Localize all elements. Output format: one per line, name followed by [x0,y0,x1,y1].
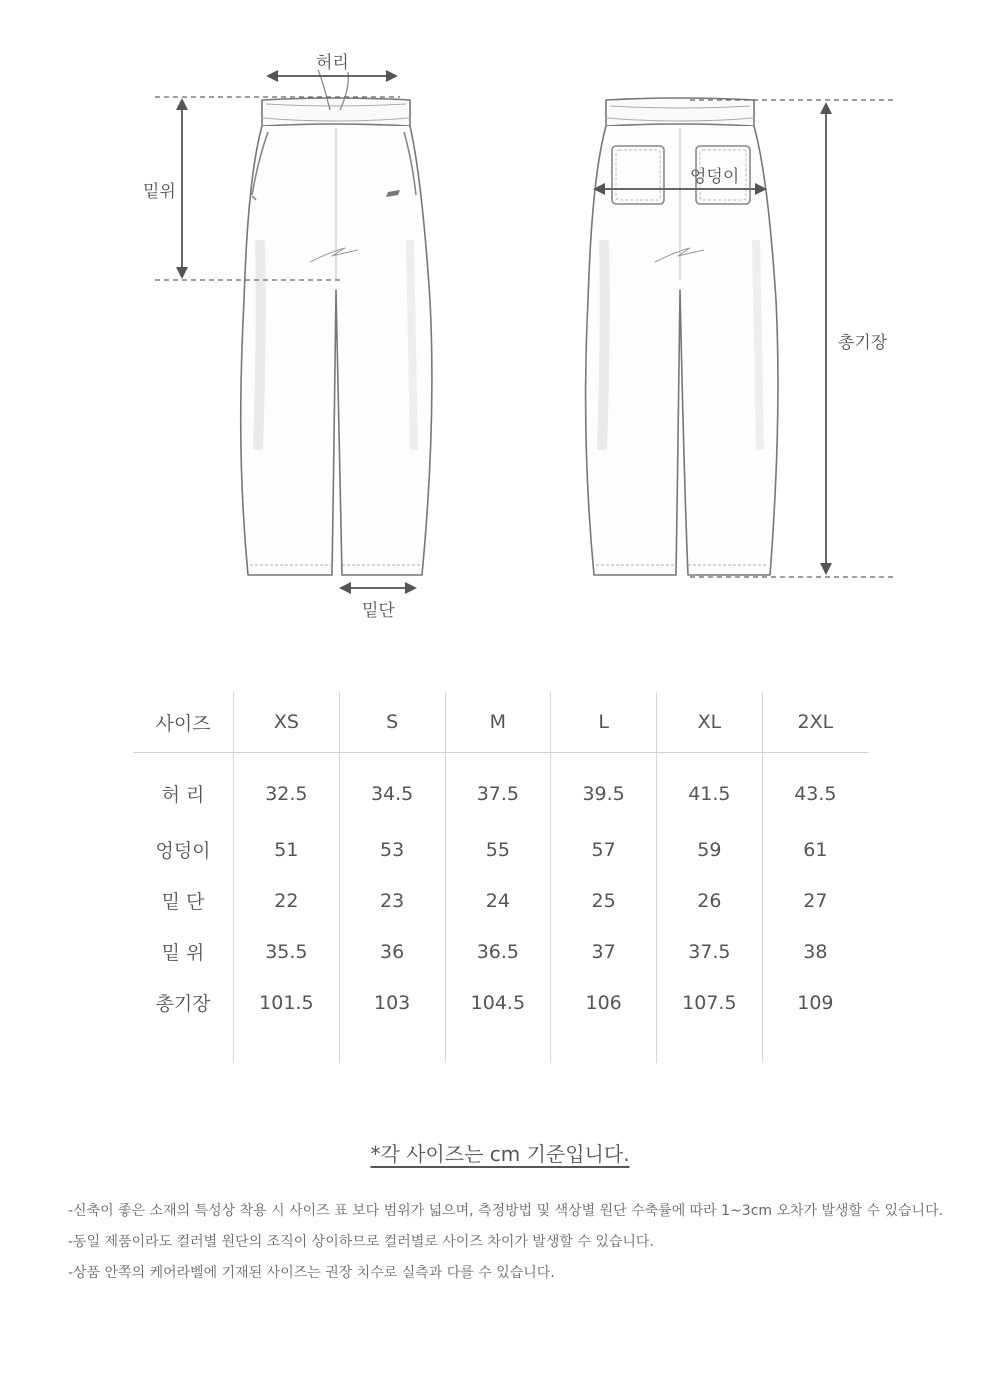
table-row [133,824,868,875]
hip-label: 엉덩이 [690,167,740,187]
back-pants-drawing [586,98,778,575]
waist-label: 허리 [316,53,349,73]
table-cell: 22 [234,875,340,926]
table-cell: 37.5 [657,926,763,977]
note-line: -상품 안쪽의 케어라벨에 기재된 사이즈는 권장 치수로 실측과 다를 수 있습니다. [68,1265,555,1281]
table-cell: 37 [551,926,657,977]
table-cell: 107.5 [657,977,763,1028]
table-cell: 55 [445,824,551,875]
table-cell: 103 [339,977,445,1028]
size-header-label: 사이즈 [133,692,234,753]
table-cell: 24 [445,875,551,926]
table-cell: 36.5 [445,926,551,977]
table-cell: 32.5 [234,753,340,825]
table-cell: 61 [762,824,868,875]
note-line: -신축이 좋은 소재의 특성상 착용 시 사이즈 표 보다 범위가 넓으며, 측정방법 및 색상별 원단 수축률에 따라 1~3cm 오차가 발생할 수 있습니다. [68,1203,944,1219]
table-spacer-row [133,1028,868,1063]
table-row [133,926,868,977]
table-cell: 53 [339,824,445,875]
rise-label: 밑위 [143,182,176,202]
unit-note-title [0,1138,1000,1167]
table-row [133,977,868,1028]
table-cell: 35.5 [234,926,340,977]
row-label: 엉덩이 [155,840,211,862]
size-header-cell: XS [234,692,340,753]
table-cell: 34.5 [339,753,445,825]
table-cell: 38 [762,926,868,977]
pants-illustration [0,0,1000,640]
table-cell: 41.5 [657,753,763,825]
table-cell: 51 [234,824,340,875]
size-header-cell: 2XL [762,692,868,753]
row-label: 허 리 [161,784,205,806]
size-table-container [133,692,868,1042]
table-row [133,875,868,926]
table-row [133,753,868,825]
size-table-header [133,692,868,753]
table-cell: 39.5 [551,753,657,825]
size-header-cell: M [445,692,551,753]
table-cell: 109 [762,977,868,1028]
table-cell: 23 [339,875,445,926]
table-cell: 106 [551,977,657,1028]
total-length-label: 총기장 [838,333,888,353]
table-cell: 101.5 [234,977,340,1028]
notes-list [68,1202,968,1295]
table-cell: 59 [657,824,763,875]
row-label: 총기장 [155,993,211,1015]
table-cell: 25 [551,875,657,926]
size-header-cell: XL [657,692,763,753]
note-line: -동일 제품이라도 컬러별 원단의 조직이 상이하므로 컬러별로 사이즈 차이가 발생할 수 있습니다. [68,1234,654,1250]
table-cell: 36 [339,926,445,977]
front-pants-drawing [241,70,432,575]
table-cell: 43.5 [762,753,868,825]
pants-size-diagram [0,0,1000,640]
size-header-cell: L [551,692,657,753]
row-label: 밑 단 [161,891,205,913]
size-header-cell: S [339,692,445,753]
row-label: 밑 위 [161,942,205,964]
size-table [133,692,868,1063]
table-cell: 37.5 [445,753,551,825]
table-cell: 57 [551,824,657,875]
table-cell: 104.5 [445,977,551,1028]
hem-label: 밑단 [362,601,395,621]
unit-note-text: *각 사이즈는 cm 기준입니다. [370,1142,630,1166]
table-cell: 27 [762,875,868,926]
table-cell: 26 [657,875,763,926]
